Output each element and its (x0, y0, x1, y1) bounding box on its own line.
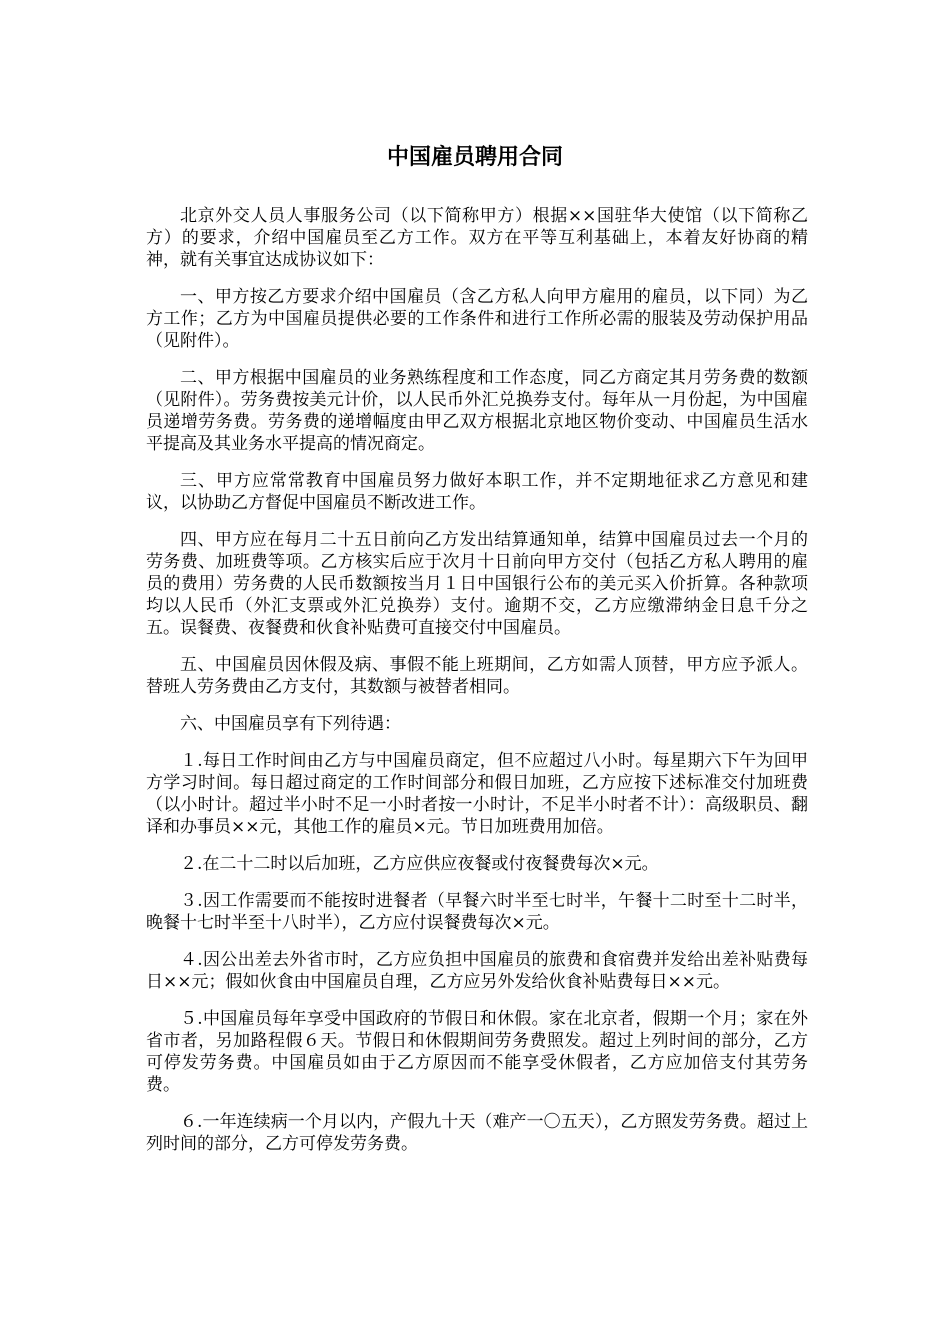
paragraph-clause-2: 二、甲方根据中国雇员的业务熟练程度和工作态度，同乙方商定其月劳务费的数额（见附件）。劳务费按美元计价，以人民币外汇兑换券支付。每年从一月份起，为中国雇员递增劳务费。劳务费的递增幅度由甲乙双方根据北京地区物价变动、中国雇员生活水平提高及其业务水平提高的情况商定。 (146, 368, 808, 454)
paragraph-clause-6: 六、中国雇员享有下列待遇： (180, 714, 401, 734)
paragraph-item-5: ５.中国雇员每年享受中国政府的节假日和休假。家在北京者，假期一个月；家在外省市者，另加路程假６天。节假日和休假期间劳务费照发。超过上列时间的部分，乙方可停发劳务费。中国雇员如由于乙方原因而不能享受休假者，乙方应加倍支付其劳务费。 (146, 1009, 808, 1095)
paragraph-item-1: １.每日工作时间由乙方与中国雇员商定，但不应超过八小时。每星期六下午为回甲方学习时间。每日超过商定的工作时间部分和假日加班，乙方应按下述标准交付加班费（以小时计。超过半小时不足一小时者按一小时计，不足半小时者不计）：高级职员、翻译和办事员××元，其他工作的雇员×元。节日加班费用加倍。 (146, 751, 808, 837)
document-title: 中国雇员聘用合同 (386, 145, 563, 170)
paragraph-intro: 北京外交人员人事服务公司（以下简称甲方）根据××国驻华大使馆（以下简称乙方）的要求，介绍中国雇员至乙方工作。双方在平等互利基础上，本着友好协商的精神，就有关事宜达成协议如下： (146, 206, 808, 270)
paragraph-clause-1: 一、甲方按乙方要求介绍中国雇员（含乙方私人向甲方雇用的雇员，以下同）为乙方工作；乙方为中国雇员提供必要的工作条件和进行工作所必需的服装及劳动保护用品（见附件）。 (146, 287, 808, 351)
paragraph-clause-5: 五、中国雇员因休假及病、事假不能上班期间，乙方如需人顶替，甲方应予派人。替班人劳务费由乙方支付，其数额与被替者相同。 (146, 655, 808, 697)
paragraph-item-6: ６.一年连续病一个月以内，产假九十天（难产一〇五天），乙方照发劳务费。超过上列时间的部分，乙方可停发劳务费。 (146, 1112, 808, 1154)
document-body (146, 205, 808, 1170)
paragraph-clause-3: 三、甲方应常常教育中国雇员努力做好本职工作，并不定期地征求乙方意见和建议，以协助乙方督促中国雇员不断改进工作。 (146, 471, 808, 513)
paragraph-item-2: ２.在二十二时以后加班，乙方应供应夜餐或付夜餐费每次×元。 (180, 854, 659, 874)
paragraph-item-3: ３.因工作需要而不能按时进餐者（早餐六时半至七时半，午餐十二时至十二时半，晚餐十七时半至十八时半），乙方应付误餐费每次×元。 (146, 891, 808, 933)
paragraph-clause-4: 四、甲方应在每月二十五日前向乙方发出结算通知单，结算中国雇员过去一个月的劳务费、加班费等项。乙方核实后应于次月十日前向甲方交付（包括乙方私人聘用的雇员的费用）劳务费的人民币数额按当月１日中国银行公布的美元买入价折算。各种款项均以人民币（外汇支票或外汇兑换券）支付。逾期不交，乙方应缴滞纳金日息千分之五。误餐费、夜餐费和伙食补贴费可直接交付中国雇员。 (146, 530, 808, 638)
paragraph-item-4: ４.因公出差去外省市时，乙方应负担中国雇员的旅费和食宿费并发给出差补贴费每日××元；假如伙食由中国雇员自理，乙方应另外发给伙食补贴费每日××元。 (146, 950, 808, 992)
